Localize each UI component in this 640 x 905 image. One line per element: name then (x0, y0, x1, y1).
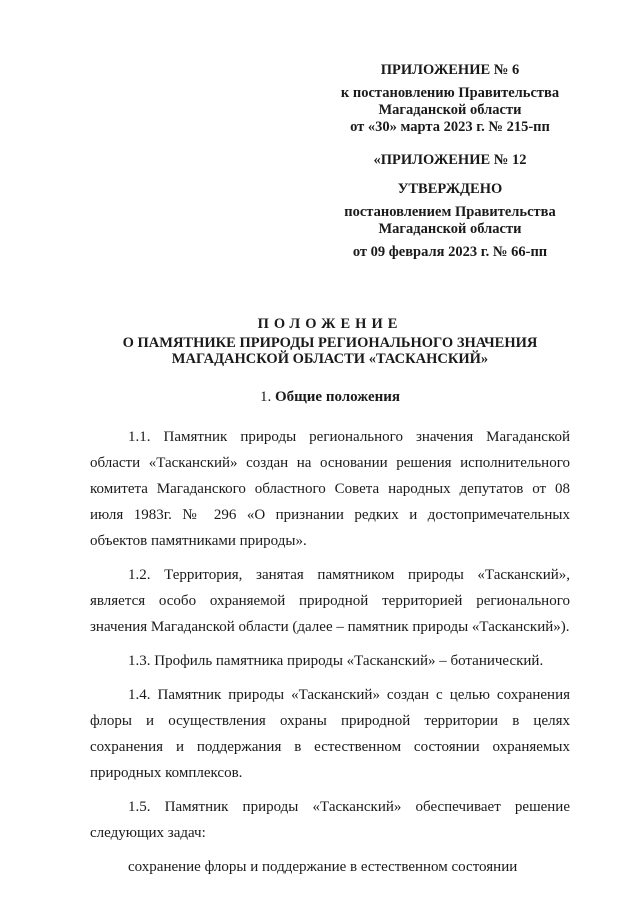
approved-date: от 09 февраля 2023 г. № 66-пп (352, 244, 548, 260)
appendix-6-date: от «30» марта 2023 г. № 215-пп (350, 119, 550, 135)
appendix-6-subtitle: к постановлению Правительства (340, 85, 560, 101)
paragraph-1-2: 1.2. Территория, занятая памятником природы «Тасканский», является особо охраняемой природной территорией регионального значения Магаданской области (далее – памятник природы «Тасканский»). (90, 567, 570, 635)
appendix-12-title: «ПРИЛОЖЕНИЕ № 12 (373, 152, 527, 168)
approved-label: УТВЕРЖДЕНО (397, 181, 503, 197)
document-body (90, 424, 570, 880)
section-heading (90, 389, 570, 406)
appendix-12-header (330, 152, 570, 261)
appendix-6-header (330, 62, 570, 136)
approved-region: Магаданской области (378, 221, 522, 237)
approved-by: постановлением Правительства (344, 204, 556, 220)
title-heading: ПОЛОЖЕНИЕ (257, 316, 403, 332)
paragraph-1-4: 1.4. Памятник природы «Тасканский» создан с целью сохранения флоры и осуществления охраны природной территории в целях сохранения и поддержания в естественном состоянии охраняемых природных комплексов. (90, 687, 570, 781)
paragraph-1-3: 1.3. Профиль памятника природы «Тасканский» – ботанический. (128, 653, 544, 669)
paragraph-tasks: сохранение флоры и поддержание в естественном состоянии (128, 859, 518, 875)
title-line-2: МАГАДАНСКОЙ ОБЛАСТИ «ТАСКАНСКИЙ» (171, 351, 489, 367)
section-number: 1. (259, 389, 275, 405)
paragraph-1-1: 1.1. Памятник природы регионального значения Магаданской области «Тасканский» создан на основании решения исполнительного комитета Магаданского областного Совета народных депутатов от 08 июля 1983г. № 296 «О признании редких и достопримечательных объектов памятниками природы». (90, 429, 570, 549)
paragraph-1-5: 1.5. Памятник природы «Тасканский» обеспечивает решение следующих задач: (90, 799, 570, 841)
appendix-6-title: ПРИЛОЖЕНИЕ № 6 (380, 62, 520, 78)
document-title (90, 316, 570, 368)
appendix-6-region: Магаданской области (378, 102, 522, 118)
section-name: Общие положения (274, 389, 401, 405)
title-line-1: О ПАМЯТНИКЕ ПРИРОДЫ РЕГИОНАЛЬНОГО ЗНАЧЕНИЯ (122, 334, 538, 351)
